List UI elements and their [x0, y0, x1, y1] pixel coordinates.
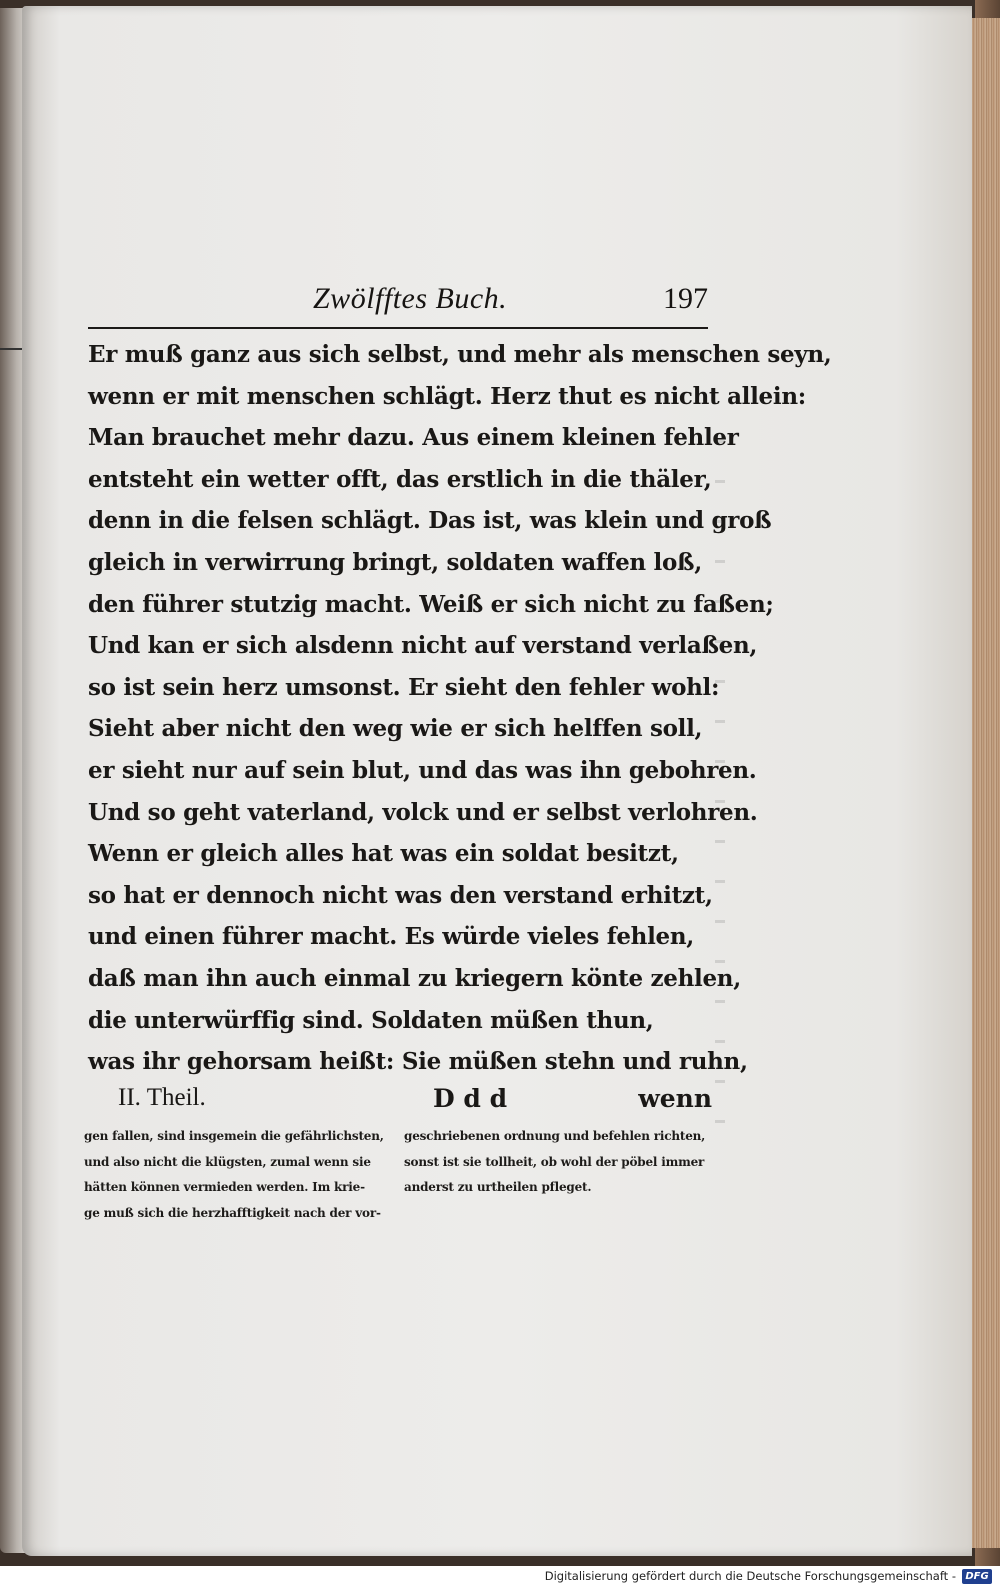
verse-line: Wenn er gleich alles hat was ein soldat besitzt, — [88, 840, 679, 868]
verse-line: Er muß ganz aus sich selbst, und mehr als menschen seyn, — [88, 341, 832, 368]
footnote-column-right — [404, 1124, 709, 1226]
verse-line: was ihr gehorsam heißt: Sie müßen stehn und ruhn, — [88, 1048, 748, 1076]
verse-line: wenn er mit menschen schlägt. Herz thut es nicht allein: — [88, 382, 806, 410]
footnote-line: sonst ist sie tollheit, ob wohl der pöbel immer — [404, 1154, 705, 1169]
credit-text: Digitalisierung gefördert durch die Deutsche Forschungsgemeinschaft - — [544, 1569, 956, 1583]
verse-line: denn in die felsen schlägt. Das ist, was klein und groß — [88, 507, 772, 535]
footnotes — [84, 1124, 709, 1226]
verse-line: Man brauchet mehr dazu. Aus einem kleinen fehler — [88, 424, 739, 452]
verse-line: so hat er dennoch nicht was den verstand erhitzt, — [88, 881, 713, 909]
verse-line: daß man ihn auch einmal zu kriegern könte zehlen, — [88, 964, 741, 992]
page-header — [88, 278, 708, 328]
verse-line: Und so geht vaterland, volck und er selbst verlohren. — [88, 798, 758, 826]
header-rule — [88, 327, 708, 329]
verse-line: Und kan er sich alsdenn nicht auf verstand verlaßen, — [88, 632, 758, 660]
signature-mark: D d d — [433, 1084, 508, 1113]
page-number: 197 — [663, 282, 708, 315]
verse-line: die unterwürffig sind. Soldaten müßen thun, — [88, 1006, 654, 1034]
verse-body — [88, 334, 832, 1083]
footnote-column-left — [84, 1124, 389, 1226]
footnote-line: und also nicht die klügsten, zumal wenn sie — [84, 1154, 371, 1169]
running-title: Zwölfftes Buch. — [313, 282, 508, 315]
catchword: wenn — [638, 1084, 712, 1113]
verse-line: er sieht nur auf sein blut, und das was ihn gebohren. — [88, 756, 757, 784]
verse-line: gleich in verwirrung bringt, soldaten waffen loß, — [88, 548, 702, 576]
verse-line: Sieht aber nicht den weg wie er sich helffen soll, — [88, 715, 703, 743]
dfg-logo-icon: DFG — [962, 1569, 992, 1584]
footnote-line: geschriebenen ordnung und befehlen richten, — [404, 1129, 706, 1143]
footnote-line: gen fallen, sind insgemein die gefährlichsten, — [84, 1129, 384, 1143]
verse-line: entsteht ein wetter offt, das erstlich in die thäler, — [88, 465, 712, 493]
footnote-line: ge muß sich die herzhafftigkeit nach der vor- — [84, 1205, 381, 1220]
signature-part-label: II. Theil. — [118, 1084, 206, 1111]
digitization-credit-bar — [0, 1566, 1000, 1588]
verse-line: den führer stutzig macht. Weiß er sich nicht zu faßen; — [88, 590, 774, 618]
footnote-line: anderst zu urtheilen pfleget. — [404, 1180, 592, 1194]
verse-line: so ist sein herz umsonst. Er sieht den fehler wohl: — [88, 673, 720, 701]
verse-line: und einen führer macht. Es würde vieles fehlen, — [88, 923, 694, 951]
signature-line — [88, 1084, 712, 1124]
footnote-line: hätten können vermieden werden. Im krie- — [84, 1180, 365, 1194]
